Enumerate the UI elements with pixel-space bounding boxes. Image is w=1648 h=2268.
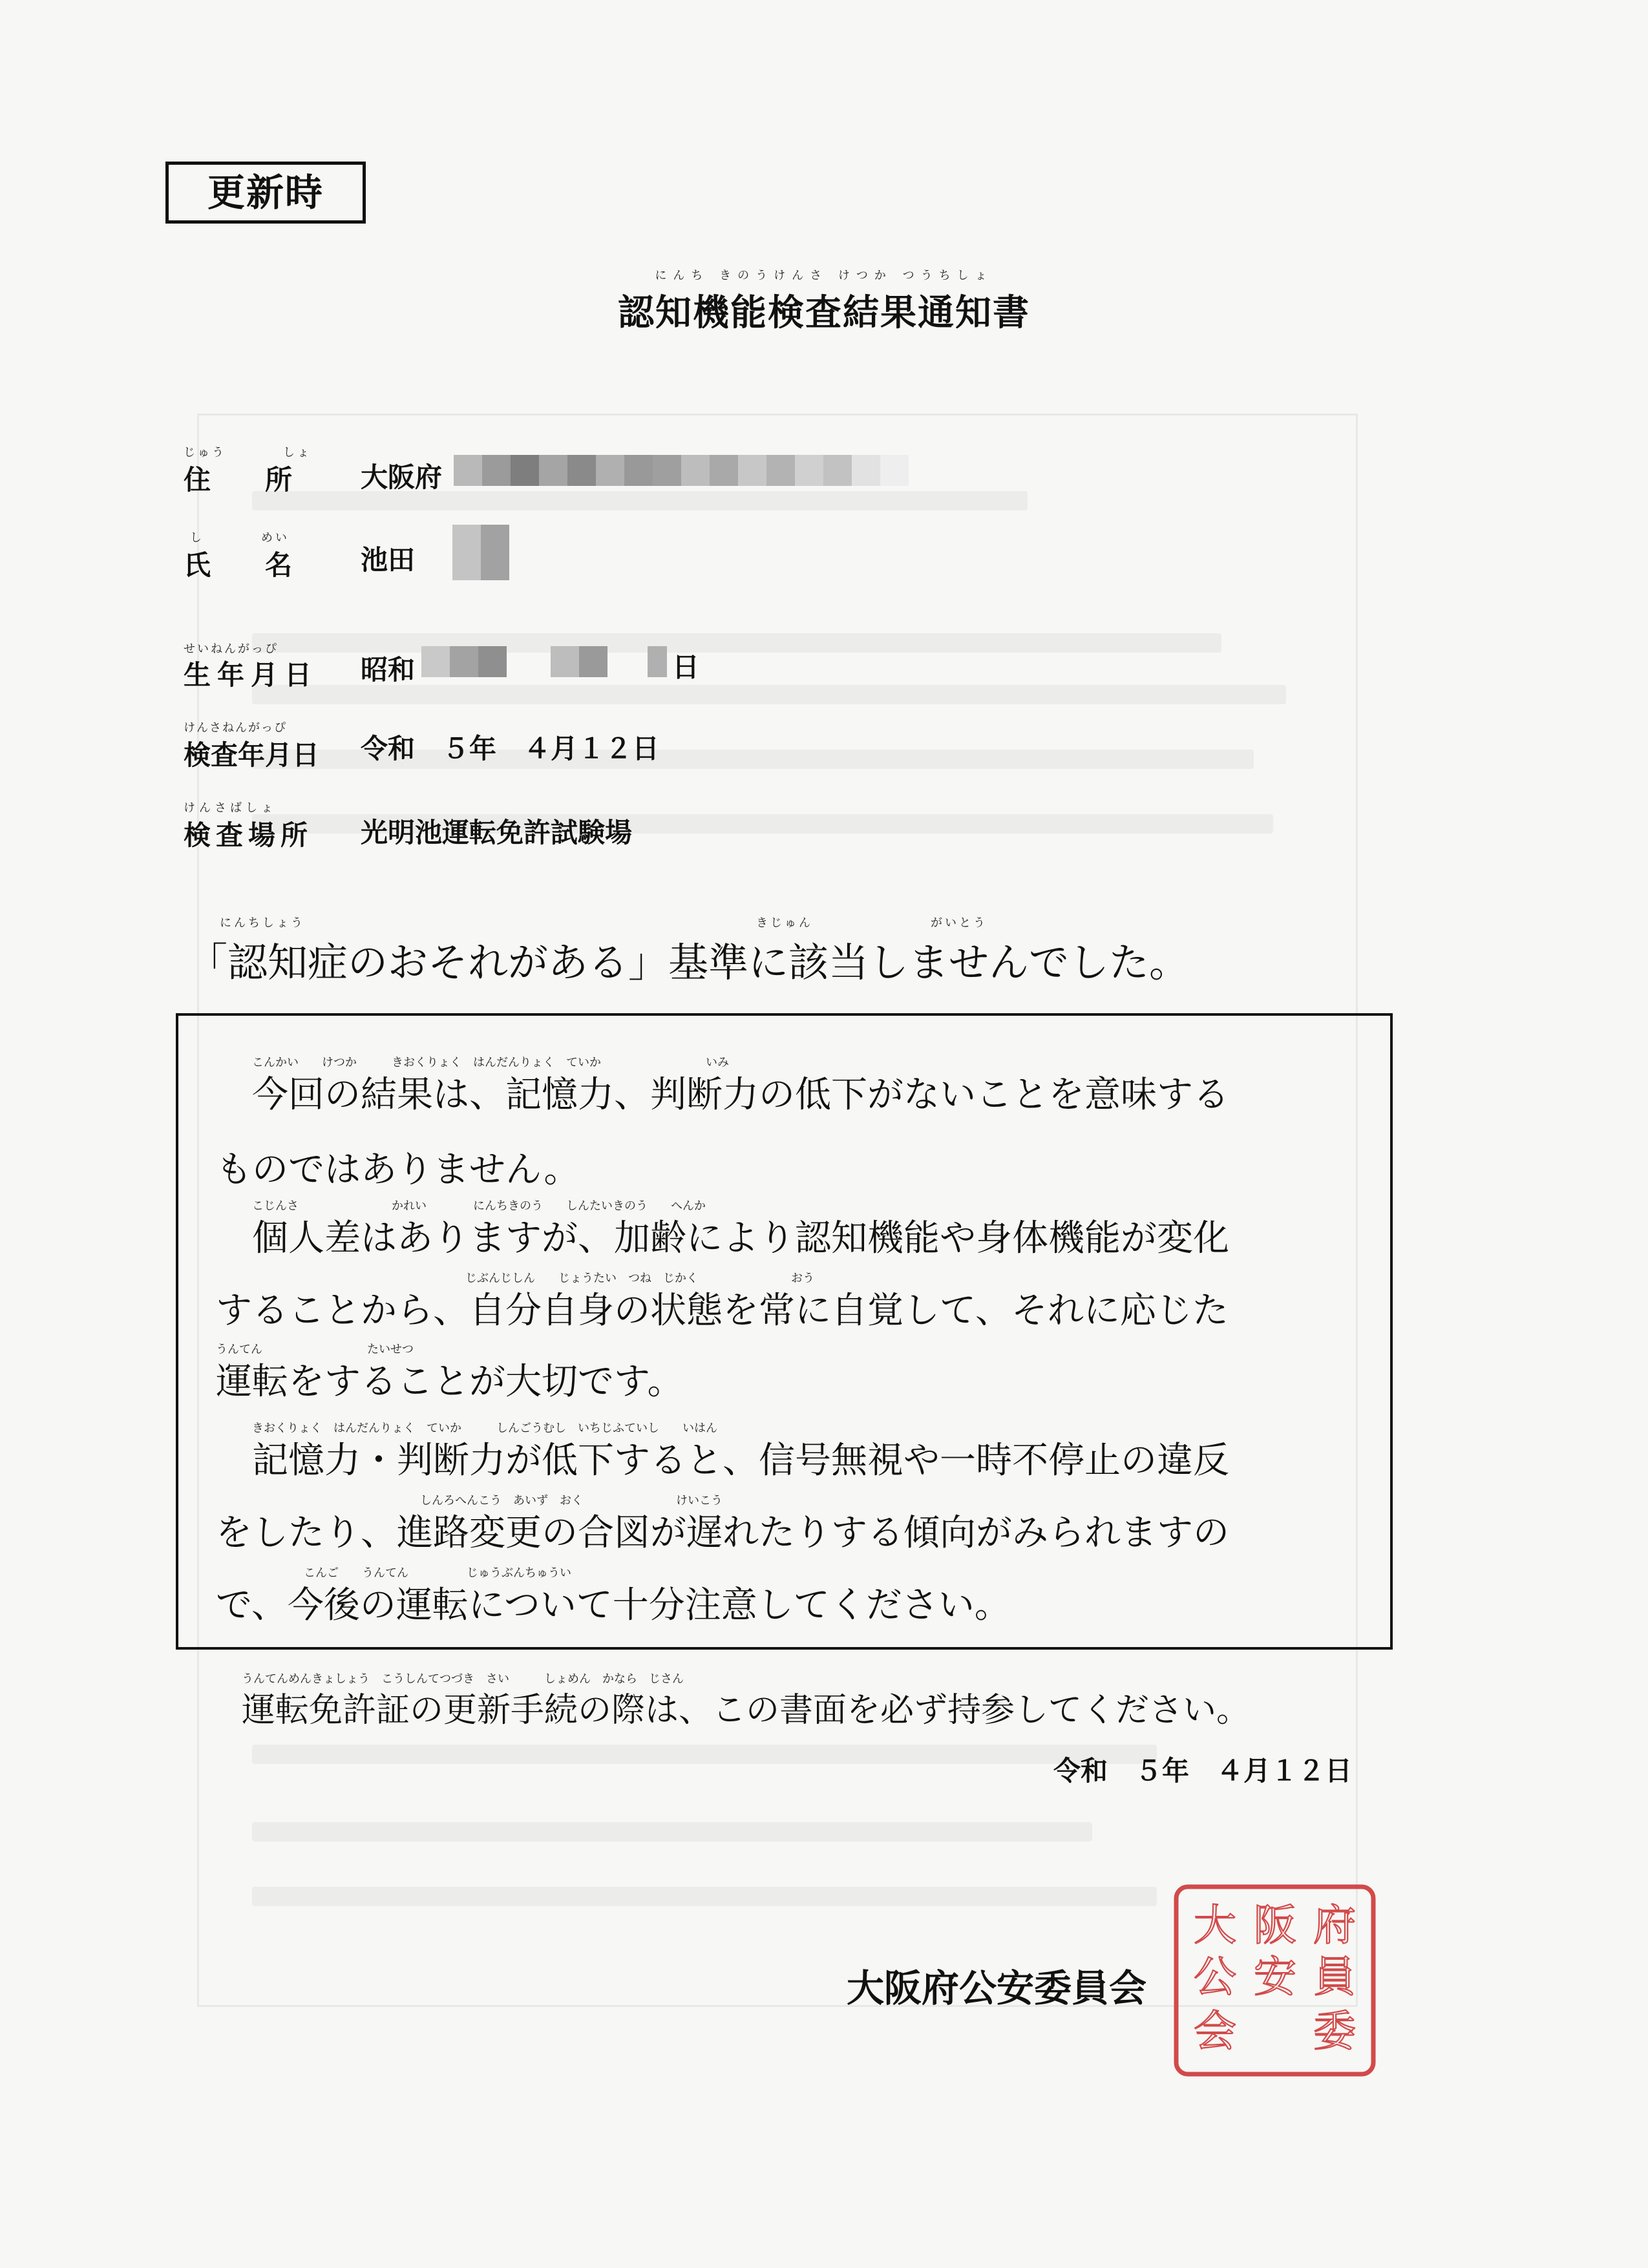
result-heading: 「認知症のおそれがある」基準に該当しませんでした。 <box>187 939 1190 986</box>
name-value: 池田 <box>361 544 416 576</box>
ghost-line <box>252 1887 1157 1906</box>
issuer-name: 大阪府公安委員会 <box>847 1966 1147 2010</box>
birth-label: 生年月日 <box>184 659 319 691</box>
official-seal-icon <box>1170 1880 1380 2081</box>
svg-text:府: 府 <box>1313 1900 1356 1950</box>
exam-date-label: 検査年月日 <box>184 739 320 771</box>
birth-redaction-day <box>648 646 667 677</box>
notice-ruby-5: うんてん たいせつ <box>216 1343 414 1356</box>
svg-text:大: 大 <box>1194 1900 1236 1950</box>
address-label: 住 所 <box>184 464 293 496</box>
svg-text:公: 公 <box>1194 1952 1236 2002</box>
issue-date: 令和 ５年 ４月１２日 <box>1053 1755 1353 1787</box>
ghost-line <box>252 1822 1092 1842</box>
notice-line-8: で、今後の運転について十分注意してください。 <box>216 1584 1011 1626</box>
exam-date-ruby: けんさねんがっぴ <box>184 721 287 735</box>
notice-line-2: ものではありません。 <box>216 1149 580 1191</box>
notice-ruby-6: きおくりょく はんだんりょく ていか しんごうむし いちじふていし いはん <box>252 1422 717 1435</box>
title-ruby: にんち きのうけんさ けつか つうちしょ <box>655 269 993 282</box>
name-label: 氏 名 <box>184 549 293 581</box>
notice-ruby-7: しんろへんこう あいず おく けいこう <box>420 1494 723 1507</box>
document-title: 認知機能検査結果通知書 <box>618 292 1030 334</box>
ghost-line <box>252 685 1286 704</box>
svg-text:員: 員 <box>1313 1952 1356 2002</box>
footer-instruction: 運転免許証の更新手続の際は、この書面を必ず持参してください。 <box>242 1691 1251 1730</box>
ghost-line <box>252 1745 1157 1764</box>
notice-line-7: をしたり、進路変更の合図が遅れたりする傾向がみられますの <box>216 1512 1229 1554</box>
notice-ruby-3: こじんさ かれい にんちきのう しんたいきのう へんか <box>252 1199 706 1213</box>
birth-redaction-month <box>551 646 607 677</box>
birth-ruby: せいねんがっぴ <box>184 642 279 656</box>
exam-date-value: 令和 ５年 ４月１２日 <box>361 733 660 764</box>
address-redaction <box>454 455 909 486</box>
svg-text:安: 安 <box>1254 1952 1296 2002</box>
notice-line-5: 運転をすることが大切です。 <box>216 1361 684 1403</box>
address-value: 大阪府 <box>361 461 443 493</box>
exam-place-value: 光明池運転免許試験場 <box>361 817 633 848</box>
notice-line-3: 個人差はありますが、加齢により認知機能や身体機能が変化 <box>252 1217 1229 1259</box>
name-redaction <box>452 525 509 580</box>
renewal-tag: 更新時 <box>165 162 366 224</box>
birth-era: 昭和 <box>361 654 416 686</box>
notice-ruby-1: こんかい けつか きおくりょく はんだんりょく ていか いみ <box>252 1056 729 1069</box>
exam-place-ruby: けんさばしょ <box>184 801 277 815</box>
svg-text:会: 会 <box>1194 2006 1236 2056</box>
svg-text:阪: 阪 <box>1254 1900 1296 1950</box>
birth-redaction-year <box>421 646 507 677</box>
kijun-ruby: きじゅん <box>756 916 813 930</box>
svg-text:委: 委 <box>1313 2006 1356 2056</box>
notice-line-4: することから、自分自身の状態を常に自覚して、それに応じた <box>216 1290 1229 1332</box>
notice-ruby-8: こんご うんてん じゅうぶんちゅうい <box>304 1566 571 1580</box>
notice-line-1: 今回の結果は、記憶力、判断力の低下がないことを意味する <box>252 1074 1229 1116</box>
gaito-ruby: がいとう <box>931 916 988 930</box>
footer-ruby: うんてんめんきょしょう こうしんてつづき さい しょめん かなら じさん <box>242 1672 684 1686</box>
ninchisho-ruby: にんちしょう <box>220 916 305 930</box>
name-ruby: し めい <box>190 531 290 545</box>
address-ruby: じゅう しょ <box>184 446 312 459</box>
birth-day-unit: 日 <box>672 651 700 683</box>
exam-place-label: 検査場所 <box>184 819 313 851</box>
notice-line-6: 記憶力・判断力が低下すると、信号無視や一時不停止の違反 <box>252 1440 1229 1482</box>
notice-ruby-4: じぶんじしん じょうたい つね じかく おう <box>465 1272 814 1285</box>
